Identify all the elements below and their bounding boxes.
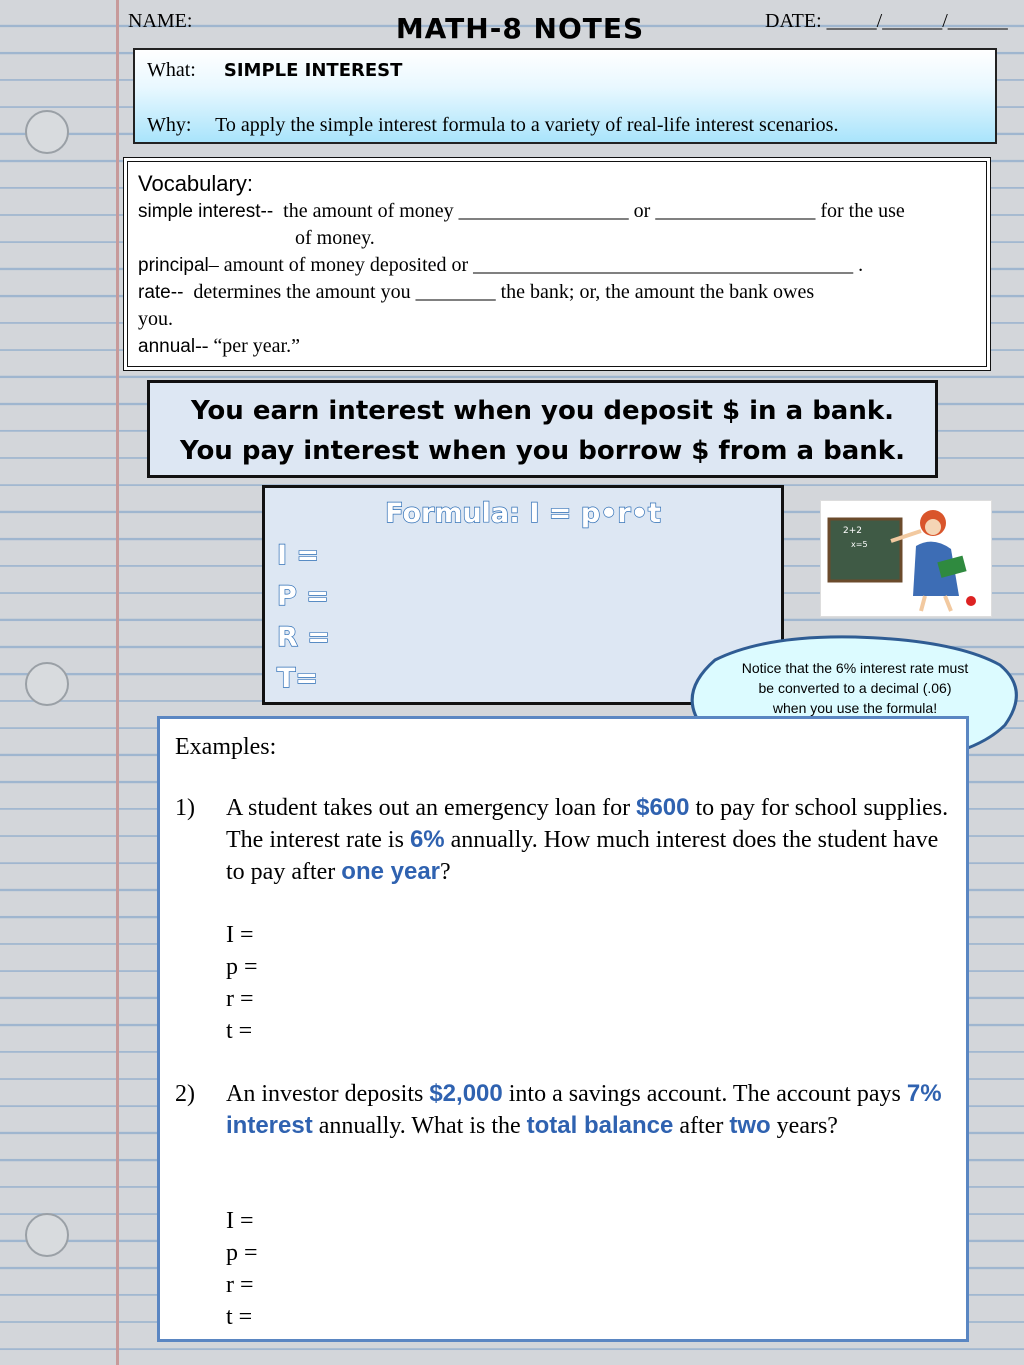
vocab-definition-cont: of money. — [295, 227, 375, 249]
vocab-definition-cont: you. — [138, 308, 173, 330]
example-1-var-i: I = — [226, 922, 254, 948]
vocab-term: principal — [138, 255, 209, 276]
example-number: 2) — [175, 1081, 195, 1107]
what-value: SIMPLE INTEREST — [223, 60, 403, 81]
example-2-var-t: t = — [226, 1304, 253, 1330]
highlight-time: one year — [341, 858, 440, 885]
text-run: annually. How much interest does the student have to pay after — [226, 827, 939, 885]
vocab-term: annual — [138, 336, 196, 357]
date-label: DATE: _____/______/______ — [765, 10, 1008, 32]
name-label: NAME: — [128, 10, 193, 32]
vocab-item — [138, 279, 976, 306]
text-run: A student takes out an emergency loan for — [226, 795, 637, 821]
what-why-box — [133, 48, 997, 144]
callout-text: Notice that the 6% interest rate must be converted to a decimal (.06) when you use the formula! — [741, 660, 969, 716]
highlight-rate: 6% — [409, 826, 445, 853]
vocab-term: simple interest-- — [138, 201, 274, 222]
examples-box — [157, 716, 969, 1342]
why-label: Why: — [147, 114, 192, 136]
example-1-var-p: p = — [226, 954, 258, 980]
highlight-time: two — [729, 1112, 771, 1139]
svg-text:2+2: 2+2 — [843, 526, 862, 536]
banner-line: You earn interest when you deposit $ in a bank. — [190, 396, 895, 426]
binder-hole — [25, 662, 69, 706]
highlight-rate: 7% interest — [226, 1080, 942, 1139]
formula-var-i: I = — [277, 540, 320, 571]
vocabulary-heading: Vocabulary: — [138, 171, 253, 196]
examples-heading: Examples: — [175, 734, 277, 760]
example-1-var-r: r = — [226, 986, 254, 1012]
vocab-item — [138, 198, 976, 225]
example-number: 1) — [175, 795, 195, 821]
vocabulary-box — [123, 157, 991, 371]
example-1-var-t: t = — [226, 1018, 253, 1044]
binder-hole — [25, 1213, 69, 1257]
example-2-var-i: I = — [226, 1208, 254, 1234]
binder-hole — [25, 110, 69, 154]
example-2-text — [226, 1078, 961, 1142]
text-run: after — [673, 1113, 730, 1139]
text-run: ? — [440, 859, 451, 885]
formula-title: Formula: I = p•r•t — [385, 498, 661, 529]
vocab-item — [138, 252, 976, 279]
vocab-definition: -- “per year.” — [195, 335, 300, 357]
teacher-clipart — [820, 500, 992, 617]
why-value: To apply the simple interest formula to a variety of real-life interest scenarios. — [215, 114, 839, 136]
text-run: An investor deposits — [226, 1081, 430, 1107]
svg-text:x=5: x=5 — [851, 540, 868, 549]
text-run: annually. What is the — [312, 1113, 527, 1139]
highlight-total: total balance — [526, 1112, 674, 1139]
text-run: to pay for school supplies. The interest rate is — [226, 795, 949, 853]
margin-line — [116, 0, 119, 1365]
banner-line: You pay interest when you borrow $ from a bank. — [180, 436, 905, 466]
vocab-definition: the amount of money _________________ or ________________ for the use — [283, 200, 905, 222]
interest-banner — [147, 380, 938, 478]
example-2-var-r: r = — [226, 1272, 254, 1298]
vocab-definition: determines the amount you ________ the bank; or, the amount the bank owes — [193, 281, 815, 303]
formula-var-p: P = — [277, 581, 329, 612]
page-title: MATH-8 NOTES — [395, 12, 645, 45]
vocab-term: rate-- — [138, 282, 184, 303]
highlight-amount: $2,000 — [429, 1080, 503, 1107]
vocab-definition: – amount of money deposited or ______________________________________ . — [208, 254, 864, 276]
highlight-amount: $600 — [636, 794, 690, 821]
what-label: What: — [147, 59, 196, 81]
example-1-text — [226, 792, 961, 888]
text-run: into a savings account. The account pays — [502, 1081, 907, 1107]
text-run: years? — [770, 1113, 838, 1139]
formula-var-t: T= — [277, 663, 319, 694]
example-2-var-p: p = — [226, 1240, 258, 1266]
formula-var-r: R = — [277, 622, 330, 653]
vocab-item — [138, 333, 976, 360]
